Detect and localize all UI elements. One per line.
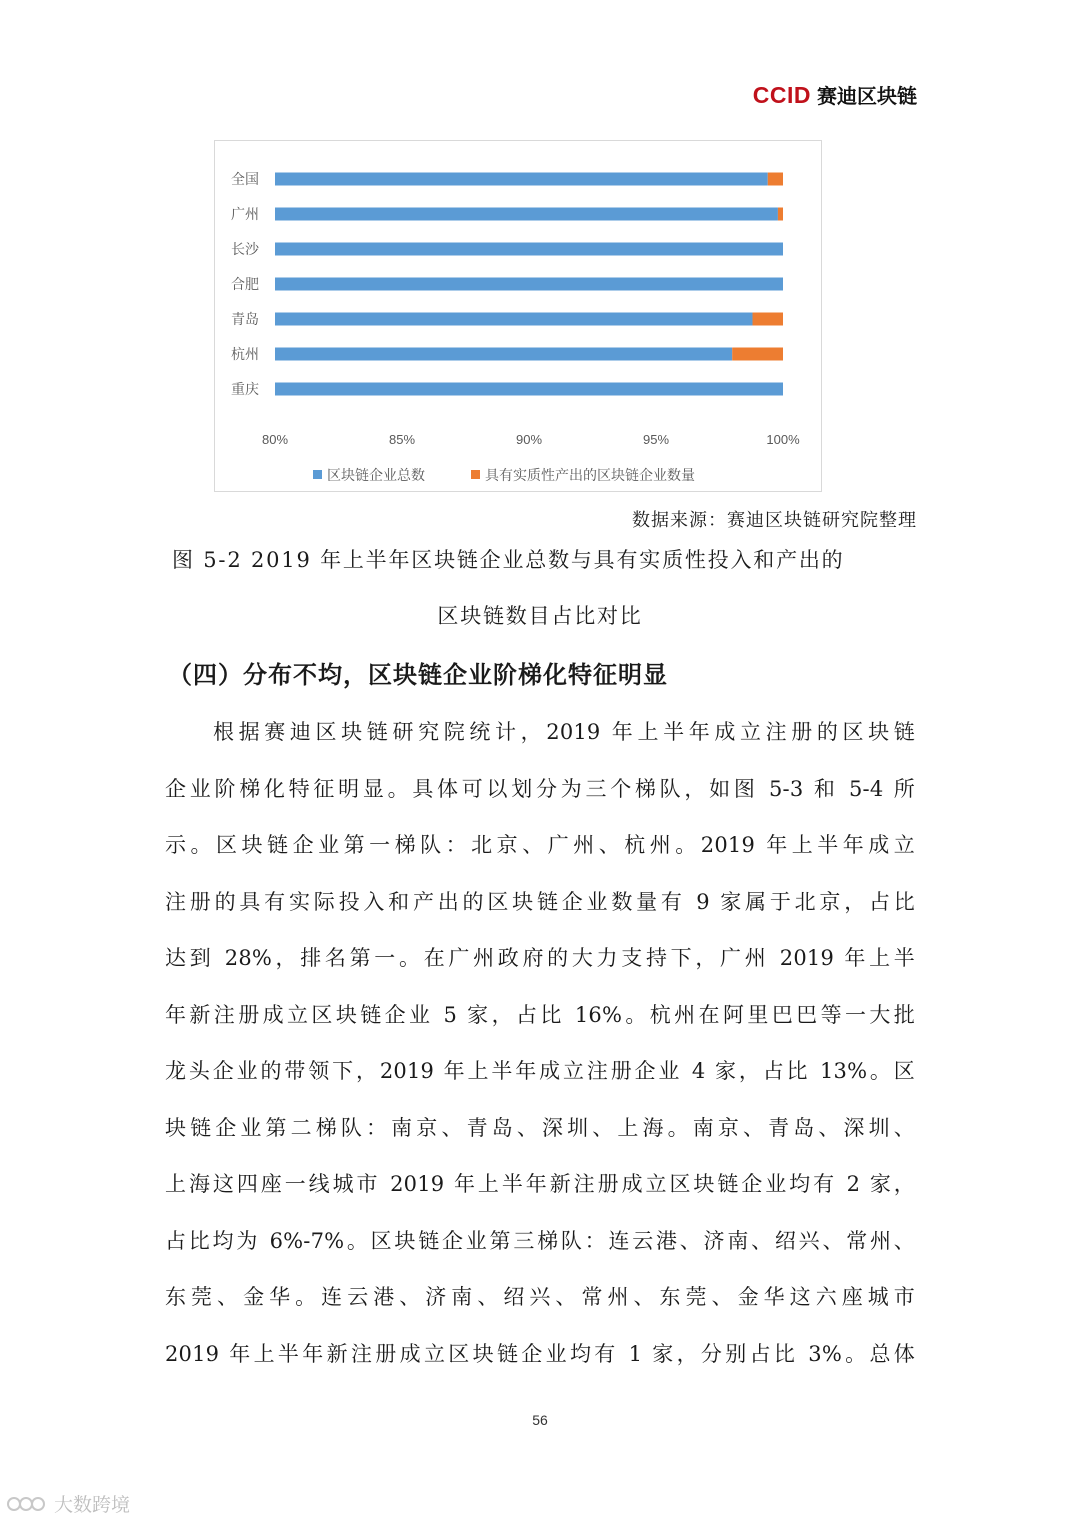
legend-label: 具有实质性产出的区块链企业数量 (485, 467, 695, 483)
category-label: 重庆 (231, 381, 259, 397)
bar-total-companies (275, 243, 783, 256)
bar-total-companies (275, 313, 753, 326)
stacked-bar-chart (214, 140, 822, 492)
x-tick-label: 90% (515, 432, 543, 447)
watermark-logo-icon (6, 1493, 50, 1515)
legend-swatch-output (471, 470, 480, 479)
bar-total-companies (275, 348, 732, 361)
bar-total-companies (275, 173, 768, 186)
ccid-logo: CCID (752, 82, 811, 108)
legend-swatch-total (313, 470, 322, 479)
body-line: 根据赛迪区块链研究院统计，2019 年上半年成立注册的区块链 (213, 720, 915, 744)
bar-total-companies (275, 208, 778, 221)
bar-total-companies (275, 383, 783, 396)
body-line: 企业阶梯化特征明显。具体可以划分为三个梯队，如图 5-3 和 5-4 所 (165, 776, 915, 801)
category-label: 青岛 (231, 311, 259, 327)
data-source-note: 数据来源：赛迪区块链研究院整理 (632, 510, 917, 531)
body-line: 东莞、金华。连云港、济南、绍兴、常州、东莞、金华这六座城市 (165, 1285, 915, 1309)
legend-label: 区块链企业总数 (327, 467, 425, 483)
body-line: 上海这四座一线城市 2019 年上半年新注册成立区块链企业均有 2 家， (165, 1172, 915, 1196)
category-label: 合肥 (231, 276, 259, 292)
body-line: 示。区块链企业第一梯队：北京、广州、杭州。2019 年上半年成立 (165, 833, 915, 857)
body-line: 龙头企业的带领下，2019 年上半年成立注册企业 4 家，占比 13%。区 (165, 1059, 915, 1083)
x-tick-label: 100% (766, 432, 800, 447)
category-label: 广州 (231, 206, 259, 222)
x-tick-label: 80% (261, 432, 289, 447)
watermark (6, 1490, 130, 1517)
watermark-text: 大数跨境 (54, 1494, 131, 1516)
figure-caption-line2: 区块链数目占比对比 (437, 604, 643, 628)
page-number: 56 (532, 1412, 548, 1428)
body-line: 占比均为 6%-7%。区块链企业第三梯队：连云港、济南、绍兴、常州、 (165, 1228, 915, 1253)
bar-substantive-output (753, 313, 783, 326)
category-label: 全国 (231, 171, 259, 187)
bar-substantive-output (768, 173, 783, 186)
chart-canvas (215, 141, 821, 491)
body-paragraph (165, 710, 915, 1388)
body-line: 注册的具有实际投入和产出的区块链企业数量有 9 家属于北京，占比 (165, 889, 915, 914)
bar-total-companies (275, 278, 783, 291)
body-line: 年新注册成立区块链企业 5 家，占比 16%。杭州在阿里巴巴等一大批 (165, 1002, 915, 1027)
bar-substantive-output (732, 348, 783, 361)
bar-substantive-output (778, 208, 783, 221)
category-label: 杭州 (231, 346, 259, 362)
body-line: 达到 28%，排名第一。在广州政府的大力支持下，广州 2019 年上半 (165, 946, 915, 970)
body-line: 2019 年上半年新注册成立区块链企业均有 1 家，分别占比 3%。总体 (165, 1341, 915, 1366)
body-line: 块链企业第二梯队：南京、青岛、深圳、上海。南京、青岛、深圳、 (165, 1115, 915, 1140)
category-label: 长沙 (231, 241, 259, 257)
header-subtitle: 赛迪区块链 (817, 86, 917, 108)
x-tick-label: 85% (388, 432, 416, 447)
section-heading: （四）分布不均，区块链企业阶梯化特征明显 (168, 661, 668, 689)
page-header (753, 80, 917, 109)
figure-caption-line1: 图 5-2 2019 年上半年区块链企业总数与具有实质性投入和产出的 (172, 548, 845, 572)
x-tick-label: 95% (642, 432, 670, 447)
